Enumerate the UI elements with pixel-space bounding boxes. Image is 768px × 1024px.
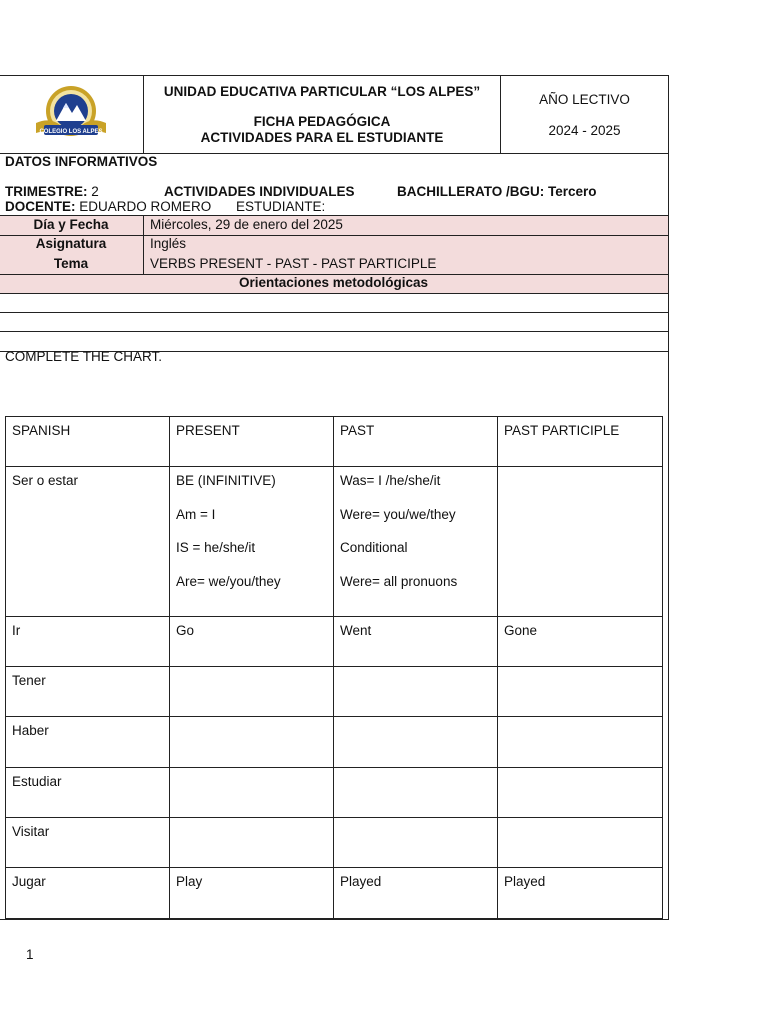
header-past-participle: PAST PARTICIPLE [498,417,663,467]
cell-past-participle: Gone [498,617,663,667]
cell-past [334,717,498,768]
cell-past [334,467,498,617]
present-line: Are= we/you/they [176,573,281,589]
cell-spanish: Jugar [6,868,170,919]
subject-value: Inglés [150,236,187,251]
sheet-title: FICHA PEDAGÓGICA [253,114,391,129]
cell-spanish: Ir [6,617,170,667]
svg-text:COLEGIO LOS ALPES: COLEGIO LOS ALPES [39,129,103,135]
table-row [6,467,663,617]
cell-spanish: Estudiar [6,768,170,818]
cell-present [170,768,334,818]
cell-past-participle [498,768,663,818]
page-number: 1 [26,947,34,962]
cell-present: Go [170,617,334,667]
table-row [6,868,663,919]
present-line: Am = I [176,506,216,522]
cell-present [170,467,334,617]
estudiante-label: ESTUDIANTE: [236,199,326,214]
guidelines-title: Orientaciones metodológicas [238,275,429,290]
trimestre [5,184,99,199]
cell-past: Played [334,868,498,919]
cell-spanish: Tener [6,667,170,717]
year-value: 2024 - 2025 [548,123,621,138]
cell-spanish: Ser o estar [6,467,170,617]
subject-label: Asignatura [35,236,107,251]
past-line: Were= you/we/they [340,506,456,522]
cell-present [170,818,334,868]
present-line: IS = he/she/it [176,540,256,555]
cell-spanish: Haber [6,717,170,768]
table-row [6,667,663,717]
cell-past-participle: Played [498,868,663,919]
date-value: Miércoles, 29 de enero del 2025 [150,217,343,232]
table-row [6,768,663,818]
trimestre-label: TRIMESTRE: [5,184,88,199]
cell-past-participle [498,467,663,617]
chart-header-row [6,417,663,467]
docente-label: DOCENTE: [5,199,76,214]
cell-present [170,667,334,717]
header-past: PAST [334,417,498,467]
sheet-subtitle: ACTIVIDADES PARA EL ESTUDIANTE [200,130,444,145]
school-logo [30,83,112,147]
past-line: Conditional [340,540,408,555]
verb-chart [5,416,663,919]
cell-past-participle [498,667,663,717]
institution-name: UNIDAD EDUCATIVA PARTICULAR “LOS ALPES” [163,84,481,99]
table-row [6,818,663,868]
cell-present [170,717,334,768]
activity-type: ACTIVIDADES INDIVIDUALES [164,184,355,199]
year-label: AÑO LECTIVO [539,92,630,107]
section-title: DATOS INFORMATIVOS [5,154,158,169]
cell-past-participle [498,717,663,768]
docente-value: EDUARDO ROMERO [79,199,212,214]
header-spanish: SPANISH [6,417,170,467]
bachillerato: BACHILLERATO /BGU: Tercero [397,184,597,199]
header-present: PRESENT [170,417,334,467]
present-line: BE (INFINITIVE) [176,473,276,488]
cell-present: Play [170,868,334,919]
past-line: Were= all pronuons [340,573,458,589]
cell-past [334,667,498,717]
topic-value: VERBS PRESENT - PAST - PAST PARTICIPLE [150,256,437,271]
cell-past [334,768,498,818]
trimestre-value: 2 [91,184,99,199]
cell-past: Went [334,617,498,667]
table-row [6,617,663,667]
topic-label: Tema [53,256,89,271]
docente [5,199,211,214]
instruction-text: COMPLETE THE CHART. [5,349,163,364]
table-row [6,717,663,768]
date-label: Día y Fecha [33,217,109,232]
past-line: Was= I /he/she/it [340,473,441,488]
cell-past-participle [498,818,663,868]
cell-spanish: Visitar [6,818,170,868]
cell-past [334,818,498,868]
